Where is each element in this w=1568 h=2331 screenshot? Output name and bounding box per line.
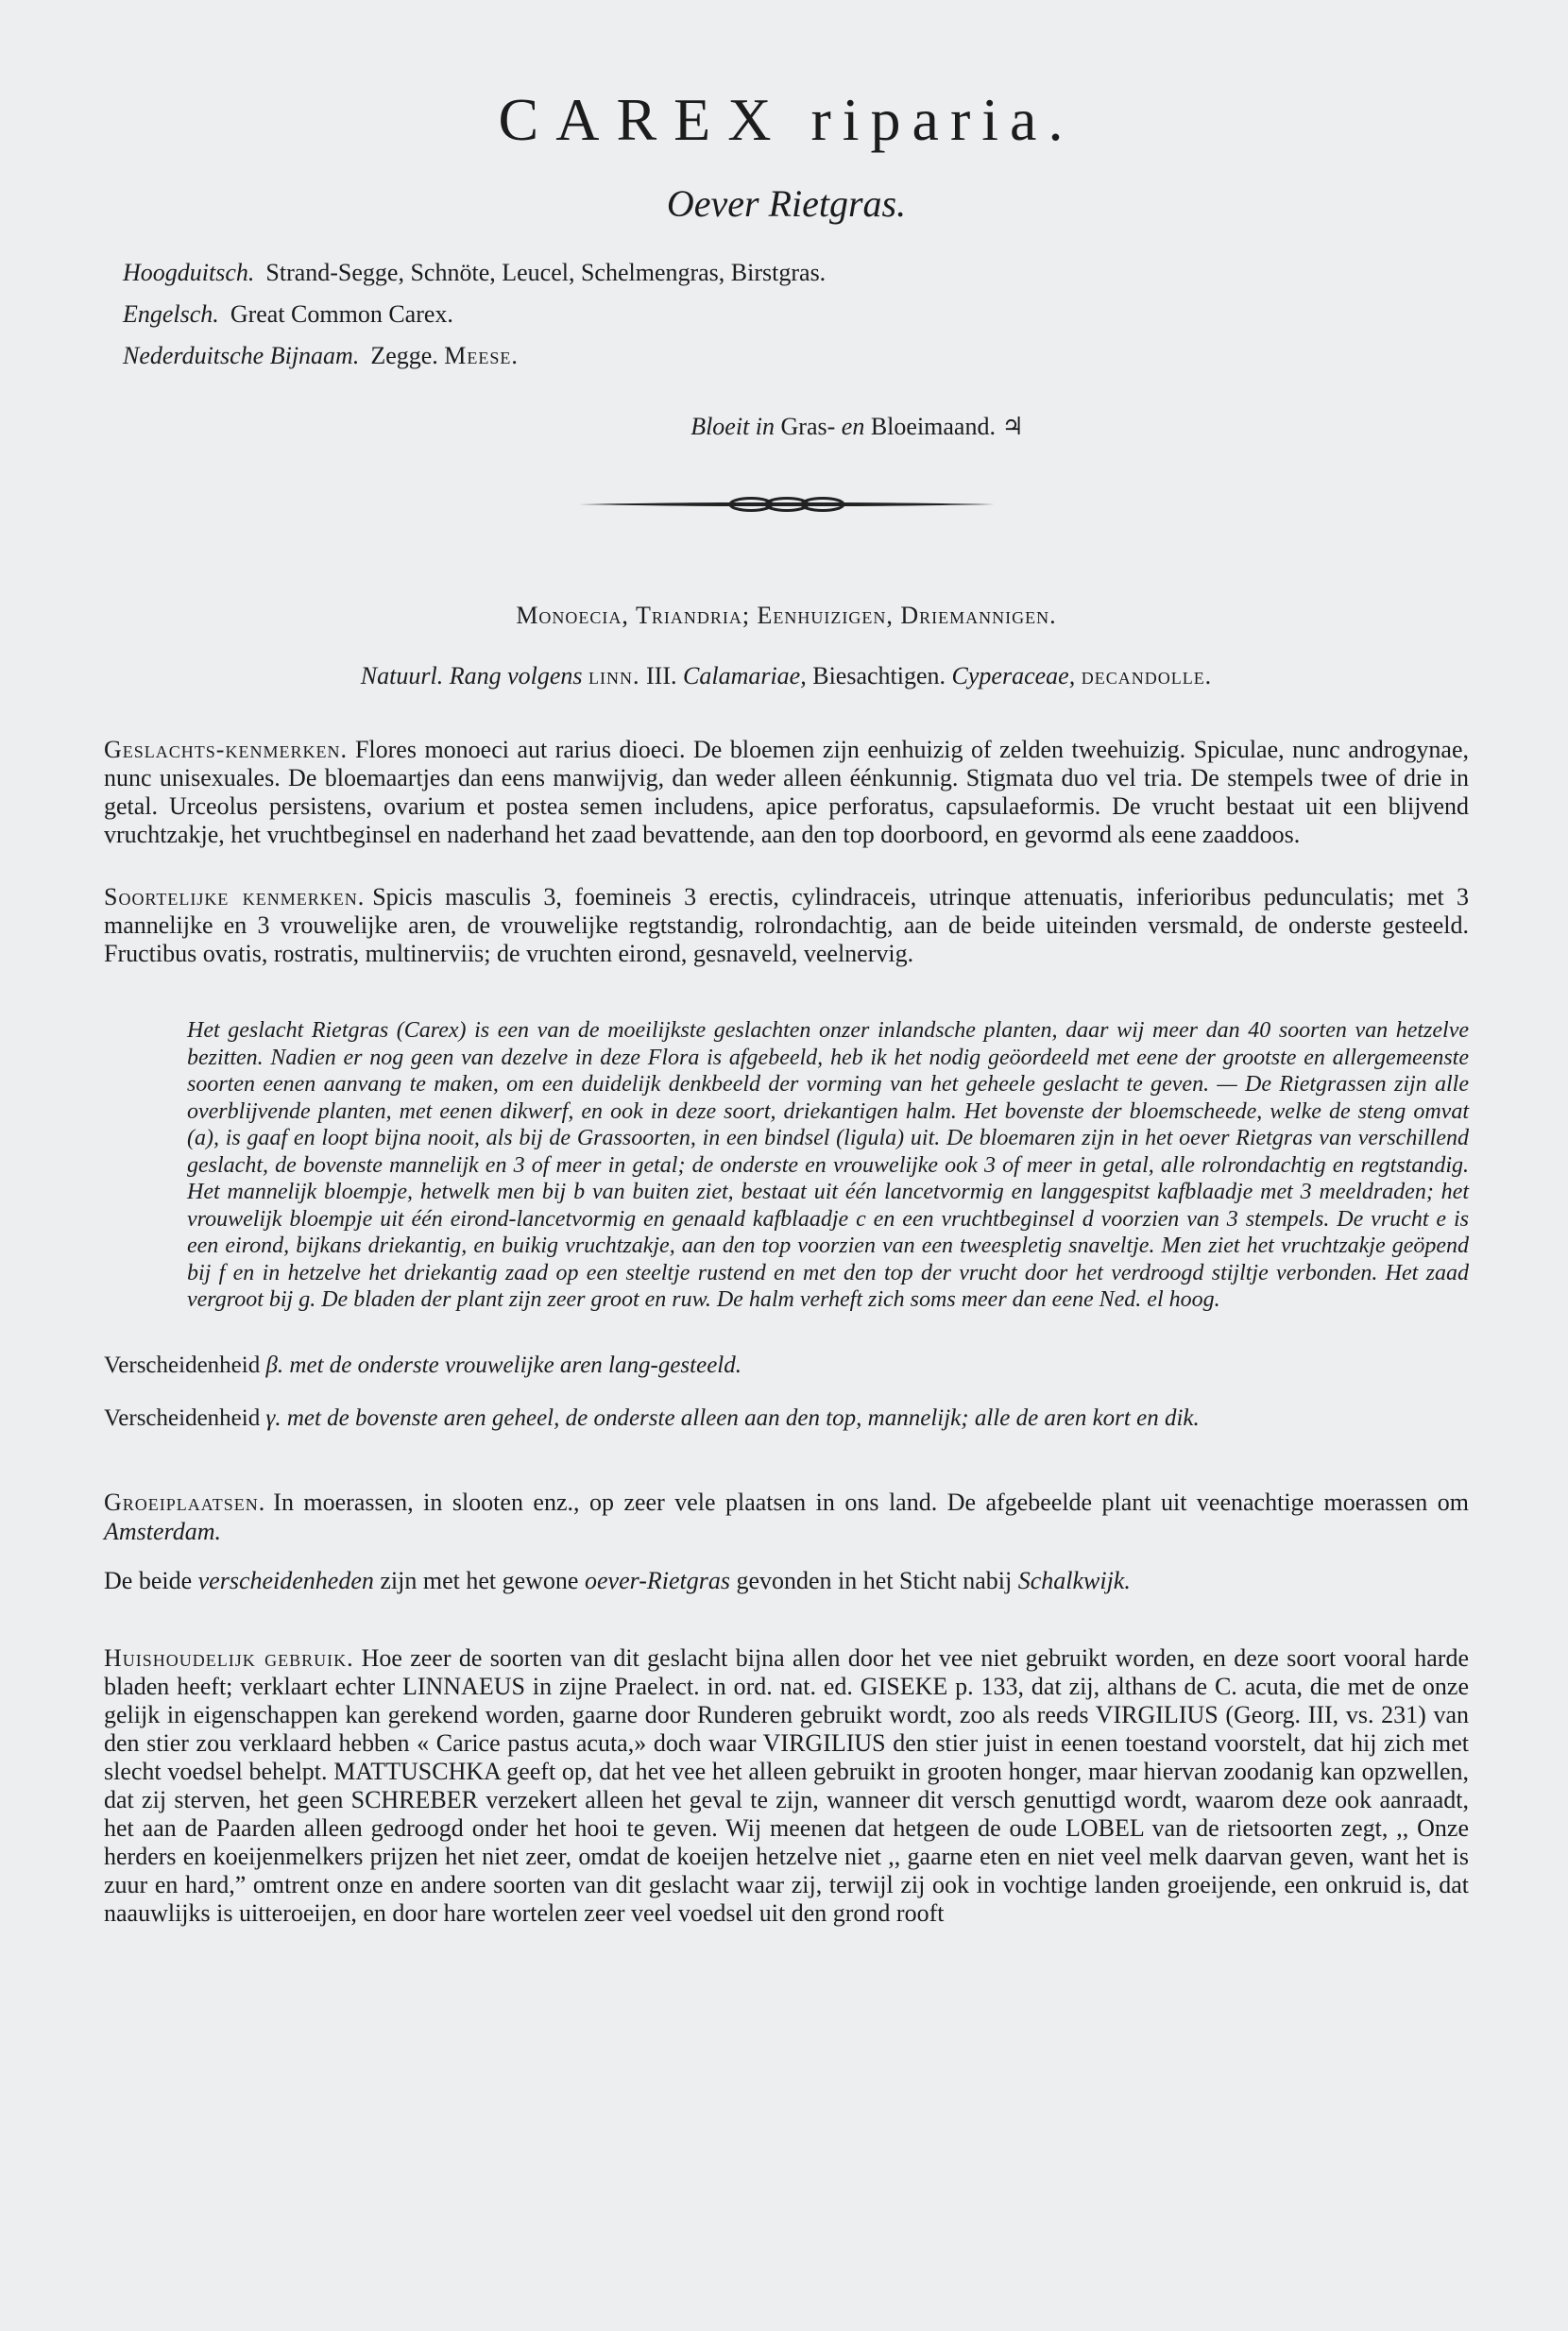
rank-decandolle: decandolle. — [1081, 662, 1213, 689]
rank-cyperaceae: Cyperaceae, — [951, 662, 1076, 689]
name-line-english — [123, 294, 1469, 335]
variety-beta — [104, 1352, 1469, 1380]
section-text: Hoe zeer de soorten van dit geslacht bijna allen door het vee niet gebruikt worden, en deze soort vooral harde bladen heeft; verklaart echter LINNAEUS in zijne Praelect. in ord. nat. ed. GISEKE p. 133, dat zij, althans de C. acuta, die met de onze gelijk in eigenschappen kan gerekend worden, gaarne door Runderen gebruikt wordt, zoo als reeds VIRGILIUS (Georg. III, vs. 231) van den stier zou verklaard hebben « Carice pastus acuta,» doch waar VIRGILIUS den stier juist in eenen toestand voorstelt, dat hij zich met slecht voedsel behelpt. MATTUSCHKA geeft op, dat het vee het alleen gebruikt in grooten honger, maar hiervan zoodanig kan opzwellen, dat zij sterven, het geen SCHREBER verzekert alleen het geval te zijn, wanneer dit versch genuttigd wordt, waarom deze ook aanraadt, het aan de Paarden alleen gedroogd onder het hooi te geven. Wij meenen dat hetgeen de oude LOBEL van de rietsoorten zegt, ,, Onze herders en koeijenmelkers prijzen het niet zeer, omdat de koeijen hetzelve niet ,, gaarne eten en niet veel melk daarvan geven, want het is zuur en hard,” omtrent onze en andere soorten van dit geslacht waar zij, terwijl zij ook in vochtige landen groeijende, een onkruid is, dat naauwlijks is uitteroeijen, en door hare wortelen zeer veel voedsel uit den grond rooft — [104, 1643, 1470, 1927]
text-run-italic: verscheidenheden — [197, 1566, 374, 1594]
bloom-period — [246, 413, 1469, 441]
species-characteristics — [104, 883, 1469, 968]
habitat — [104, 1488, 1469, 1546]
language-label: Engelsch. — [123, 300, 219, 328]
text-run-italic: Schalkwijk. — [1017, 1566, 1131, 1594]
genus-note: Het geslacht Rietgras (Carex) is een van de moeilijkste geslachten onzer inlandsche planten, daar wij meer dan 40 soorten van hetzelve bezitten. Nadien er nog geen van dezelve in deze Flora is afgebeeld, heb ik het nodig geöordeeld met eene der grootste en allergemeenste soorten eenen aanvang te maken, om een duidelijk denkbeeld der vorming van het geheele geslacht te geven. — De Rietgrassen zijn alle overblijvende planten, met eenen dikwerf, en ook in deze soort, driekantigen halm. Het bovenste der bloemscheede, welke de steng omvat (a), is gaaf en loopt bijna nooit, als bij de Grassoorten, in een bindsel (ligula) uit. De bloemaren zijn in het oever Rietgras van verschillend geslacht, de bovenste mannelijk en 3 of meer in getal; de onderste en vrouwelijke ook 3 of meer in getal, alle rolrondachtig en regtstandig. Het mannelijk bloempje, hetwelk men bij b van buiten ziet, bestaat uit één lancetvormig en langgespitst kafblaadje met 3 meeldraden; het vrouwelijk bloempje uit één eirond-lancetvormig en genaald kafblaadje c en een vruchtbeginsel d voorzien van 3 stempels. De vrucht e is een eirond, bijkans driekantig, en buikig vruchtzakje, aan den top voorzien van een tweespletig snaveltje. Men ziet het vruchtzakje geöpend bij f en in hetzelve het driekantig zaad op een steeltje rustend en met den top der vrucht door het verdroogd stijltje verbonden. Het zaad vergroot bij g. De bladen der plant zijn zeer groot en ruw. De halm verheft zich soms meer dan eene Ned. el hoog. — [187, 1018, 1469, 1312]
bloom-month-b: Bloeimaand. — [870, 413, 996, 440]
section-lead: Huishoudelijk gebruik. — [104, 1643, 354, 1672]
rank-calamariae: Calamariae, — [683, 662, 807, 689]
bloom-lead: Bloeit in — [690, 413, 775, 440]
section-lead: Soortelijke kenmerken. — [104, 883, 366, 910]
variety-text: met de onderste vrouwelijke aren lang-gesteeld. — [289, 1352, 741, 1378]
name-extra: Meese. — [444, 342, 519, 369]
language-label: Nederduitsche Bijnaam. — [123, 342, 360, 369]
rank-biesachtigen: Biesachtigen. — [812, 662, 946, 689]
language-label: Hoogduitsch. — [123, 259, 255, 286]
rank-linn: linn. — [588, 662, 640, 689]
genus-characteristics — [104, 736, 1469, 849]
section-lead: Groeiplaatsen. — [104, 1488, 266, 1516]
section-text: In moerassen, in slooten enz., op zeer vele plaatsen in ons land. De afgebeelde plant uit veenachtige moerassen om — [273, 1488, 1469, 1516]
name-value: Great Common Carex. — [230, 300, 453, 328]
species-name: riparia. — [810, 86, 1075, 153]
dutch-common-name: Oever Rietgras. — [666, 182, 907, 225]
variety-symbol: β. — [265, 1352, 284, 1378]
name-value: Zegge. — [370, 342, 438, 369]
text-run: De beide — [104, 1566, 193, 1594]
genus-name: CAREX — [498, 86, 789, 153]
section-text: Spicis masculis 3, foemineis 3 erectis, cylindraceis, utrinque attenuatis, inferioribus pedunculatis; met 3 mannelijke en 3 vrouwelijke aren, de vrouwelijke regtstandig, rolrondachtig, aan de beide uiteinden versmald, de onderste gesteeld. Fructibus ovatis, rostratis, multinerviis; de vruchten eirond, gesnaveld, veelnervig. — [104, 883, 1470, 967]
bloom-month-a: Gras- — [780, 413, 836, 440]
text-run-italic: oever-Rietgras — [584, 1566, 730, 1594]
text-run: gevonden in het Sticht nabij — [736, 1566, 1013, 1594]
perennial-symbol: ♃ — [1001, 413, 1024, 440]
page-title — [104, 77, 1469, 162]
household-use — [104, 1644, 1469, 1928]
habitat-place: Amsterdam. — [104, 1517, 221, 1545]
natural-rank-line — [104, 662, 1469, 690]
rank-lead: Natuurl. Rang volgens — [360, 662, 583, 689]
variety-lead: Verscheidenheid — [104, 1352, 261, 1378]
bloom-en: en — [841, 413, 865, 440]
text-run: zijn met het gewone — [380, 1566, 579, 1594]
section-text: Flores monoeci aut rarius dioeci. De bloemen zijn eenhuizig of zelden tweehuizig. Spiculae, nunc androgynae, nunc unisexuales. De bloemaartjes dan eens manwijvig, dan weder alleen éénkunnig. Stigmata duo vel tria. De stempels twee of drie in getal. Urceolus persistens, ovarium et postea semen includens, apice perforatus, capsulaeformis. De vrucht bestaat uit een blijvend vruchtzakje, het vruchtbeginsel en naderhand het zaad bevattende, aan den top doorboord, en gevormd als eene zaaddoos. — [104, 736, 1469, 848]
variety-lead: Verscheidenheid — [104, 1404, 261, 1431]
section-lead: Geslachts-kenmerken. — [104, 736, 348, 763]
ornament-divider-icon — [579, 490, 995, 519]
vernacular-names — [123, 252, 1469, 377]
name-line-dutch — [123, 335, 1469, 377]
varieties-location — [104, 1567, 1469, 1595]
classification-line: Monoecia, Triandria; Eenhuizigen, Driemannigen. — [516, 602, 1057, 629]
name-line-german — [123, 252, 1469, 294]
variety-text: met de bovenste aren geheel, de onderste alleen aan den top, mannelijk; alle de aren kort en dik. — [286, 1404, 1200, 1431]
variety-symbol: γ. — [265, 1404, 281, 1431]
name-value: Strand-Segge, Schnöte, Leucel, Schelmengras, Birstgras. — [265, 259, 827, 286]
variety-gamma — [104, 1404, 1469, 1433]
rank-number: III. — [646, 662, 677, 689]
